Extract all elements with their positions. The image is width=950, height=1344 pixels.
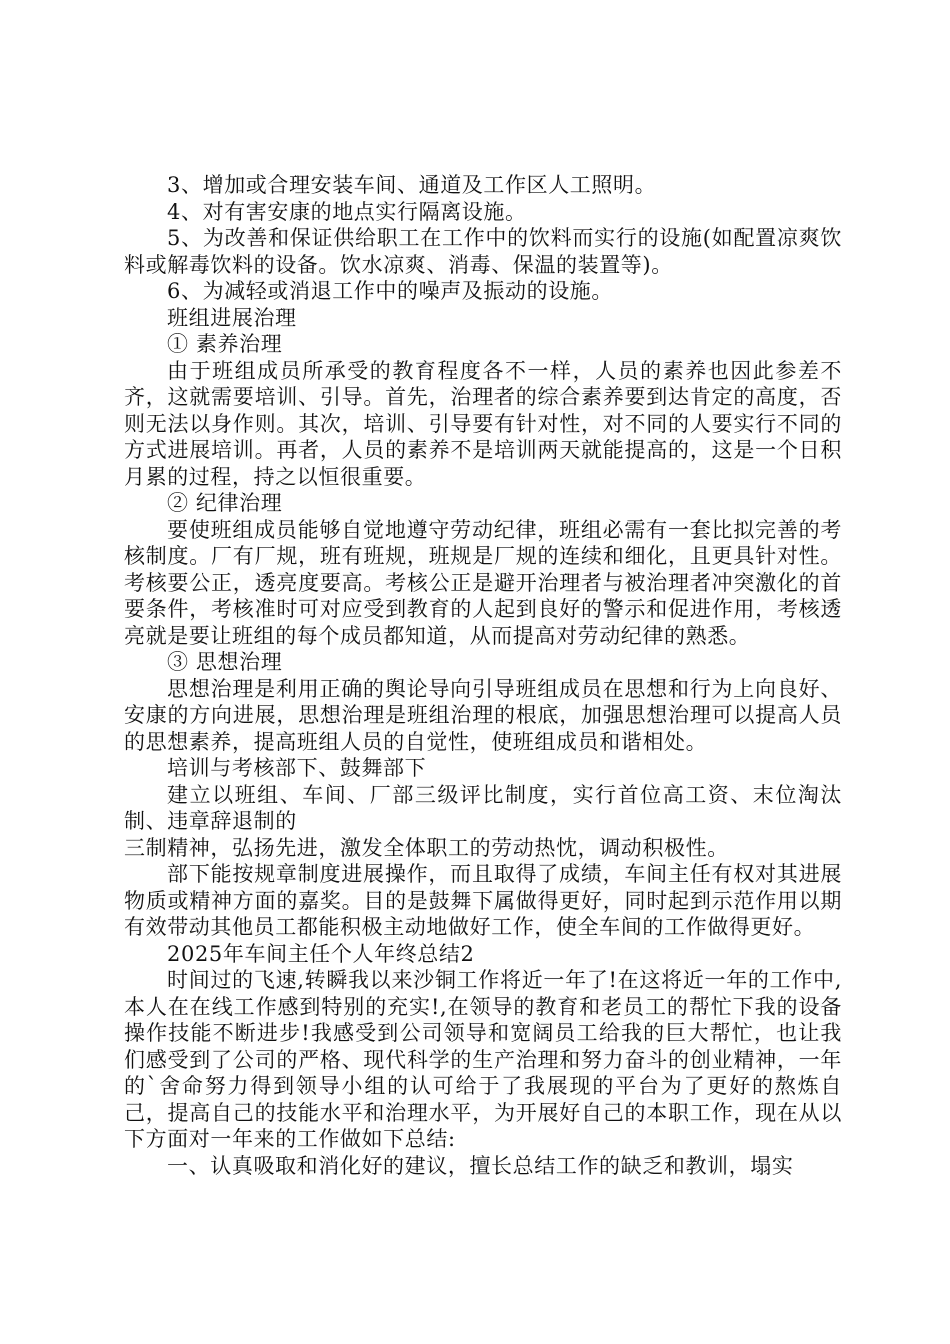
paragraph-year-review: 时间过的飞速,转瞬我以来沙铜工作将近一年了!在这将近一年的工作中,本人在在线工作感到特别的充实!,在领导的教育和老员工的帮忙下我的设备操作技能不断进步!我感受到公司领导和宽阔员工给我的巨大帮忙，也让我们感受到了公司的严格、现代科学的生产治理和努力奋斗的创业精神，一年的`舍命努力得到领导小组的认可给于了我展现的平台为了更好的熬炼自己，提高自己的技能水平和治理水平，为开展好自己的本职工作，现在从以下方面对一年来的工作做如下总结: <box>124 968 842 1151</box>
heading-team-management: 班组进展治理 <box>167 305 297 330</box>
heading-training: 培训与考核部下、鼓舞部下 <box>167 756 427 780</box>
heading-summary-2: 2025年车间主任个人年终总结2 <box>167 941 475 966</box>
paragraph-beverage: 5、为改善和保证供给职工在工作中的饮料而实行的设施(如配置凉爽饮料或解毒饮料的设备。饮水凉爽、消毒、保温的装置等)。 <box>124 226 842 277</box>
heading-quality-management: ① 素养治理 <box>167 332 283 356</box>
paragraph-noise: 6、为减轻或消退工作中的噪声及振动的设施。 <box>167 279 614 303</box>
paragraph-lighting: 3、增加或合理安装车间、通道及工作区人工照明。 <box>167 173 657 197</box>
paragraph-thought: 思想治理是利用正确的舆论导向引导班组成员在思想和行为上向良好、安康的方向进展，思想治理是班组治理的根底，加强思想治理可以提高人员的思想素养，提高班组人员的自觉性，使班组成员和谐相处。 <box>124 676 842 754</box>
heading-discipline-management: ② 纪律治理 <box>167 491 283 515</box>
paragraph-evaluation-system: 建立以班组、车间、厂部三级评比制度，实行首位高工资、末位淘汰制、违章辞退制的 <box>124 782 842 833</box>
paragraph-isolation: 4、对有害安康的地点实行隔离设施。 <box>167 199 527 224</box>
paragraph-section-one: 一、认真吸取和消化好的建议，擅长总结工作的缺乏和教训，塌实 <box>167 1153 794 1178</box>
paragraph-discipline: 要使班组成员能够自觉地遵守劳动纪律，班组必需有一套比拟完善的考核制度。厂有厂规，班有班规，班规是厂规的连续和细化，且更具针对性。考核要公正，透亮度要高。考核公正是避开治理者与被治理者冲突激化的首要条件，考核准时可对应受到教育的人起到良好的警示和促进作用，考核透亮就是要让班组的每个成员都知道，从而提高对劳动纪律的熟悉。 <box>124 517 842 648</box>
paragraph-three-systems: 三制精神，弘扬先进，激发全体职工的劳动热忱，调动积极性。 <box>124 835 729 860</box>
paragraph-rewards: 部下能按规章制度进展操作，而且取得了成绩，车间主任有权对其进展物质或精神方面的嘉奖。目的是鼓舞下属做得更好，同时起到示范作用以期有效带动其他员工都能积极主动地做好工作，使全车间的工作做得更好。 <box>124 862 842 939</box>
paragraph-quality: 由于班组成员所承受的教育程度各不一样，人员的素养也因此参差不齐，这就需要培训、引导。首先，治理者的综合素养要到达肯定的高度，否则无法以身作则。其次，培训、引导要有针对性，对不同的人要实行不同的方式进展培训。再者，人员的素养不是培训两天就能提高的，这是一个日积月累的过程，持之以恒很重要。 <box>124 358 842 489</box>
heading-thought-management: ③ 思想治理 <box>167 650 283 674</box>
document-body <box>124 172 842 1179</box>
